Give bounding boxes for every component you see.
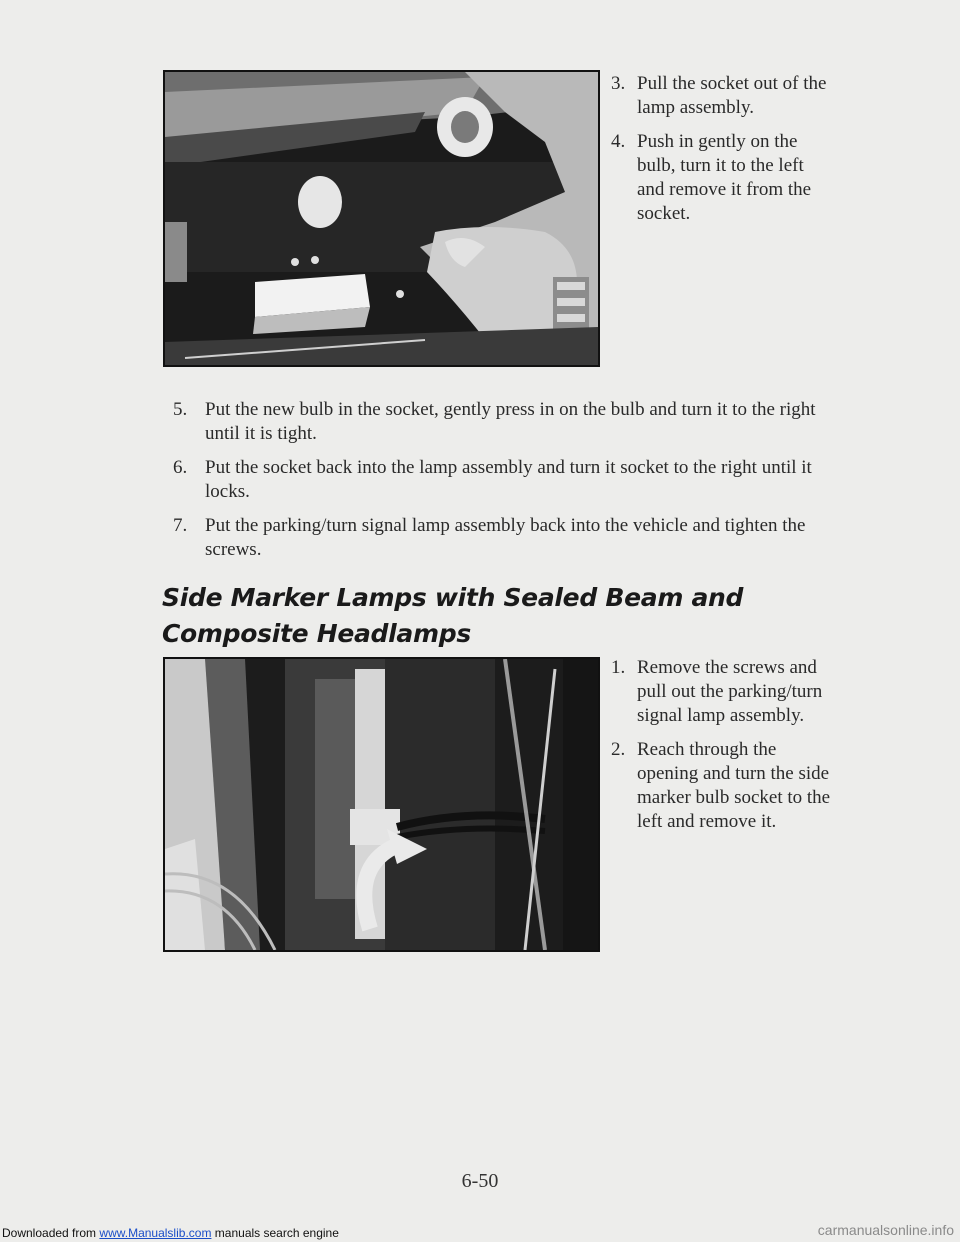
photo-side-marker-socket: [163, 657, 600, 952]
step-number: 1.: [611, 657, 626, 678]
steps-list-side: [611, 656, 831, 844]
step-number: 3.: [611, 73, 626, 94]
step-item: [611, 72, 831, 120]
step-text: Put the socket back into the lamp assembly and turn it socket to the right until it locks.: [205, 457, 812, 502]
step-item: [173, 456, 853, 504]
download-footer: [2, 1226, 339, 1240]
step-number: 2.: [611, 739, 626, 760]
footer-prefix: Downloaded from: [2, 1226, 97, 1240]
watermark-text: carmanualsonline.info: [817, 1222, 954, 1238]
steps-list-top: [611, 72, 831, 236]
step-item: [611, 656, 831, 728]
step-item: [173, 398, 853, 446]
step-item: [173, 514, 853, 562]
step-text: Put the parking/turn signal lamp assembly back into the vehicle and tighten the screws.: [205, 515, 806, 560]
step-number: 5.: [173, 399, 188, 420]
step-text: Remove the screws and pull out the parking/turn signal lamp assembly.: [637, 657, 823, 726]
step-text: Push in gently on the bulb, turn it to the left and remove it from the socket.: [637, 131, 812, 224]
step-number: 6.: [173, 457, 188, 478]
step-text: Put the new bulb in the socket, gently press in on the bulb and turn it to the right until it is tight.: [205, 399, 816, 444]
footer-suffix: manuals search engine: [214, 1226, 339, 1240]
step-text: Pull the socket out of the lamp assembly.: [637, 73, 827, 118]
manualslib-link[interactable]: www.Manualslib.com: [99, 1226, 212, 1240]
step-text: Reach through the opening and turn the side marker bulb socket to the left and remove it.: [637, 739, 831, 832]
step-number: 4.: [611, 131, 626, 152]
section-heading: Side Marker Lamps with Sealed Beam and Composite Headlamps: [162, 583, 744, 648]
steps-list-full-width: [173, 398, 853, 572]
step-item: [611, 130, 831, 226]
photo-side-marker-image: [165, 659, 598, 950]
page-number: 6-50: [461, 1170, 499, 1192]
photo-lamp-socket-image: [165, 72, 598, 365]
photo-lamp-socket-removal: [163, 70, 600, 367]
step-number: 7.: [173, 515, 188, 536]
step-item: [611, 738, 831, 834]
